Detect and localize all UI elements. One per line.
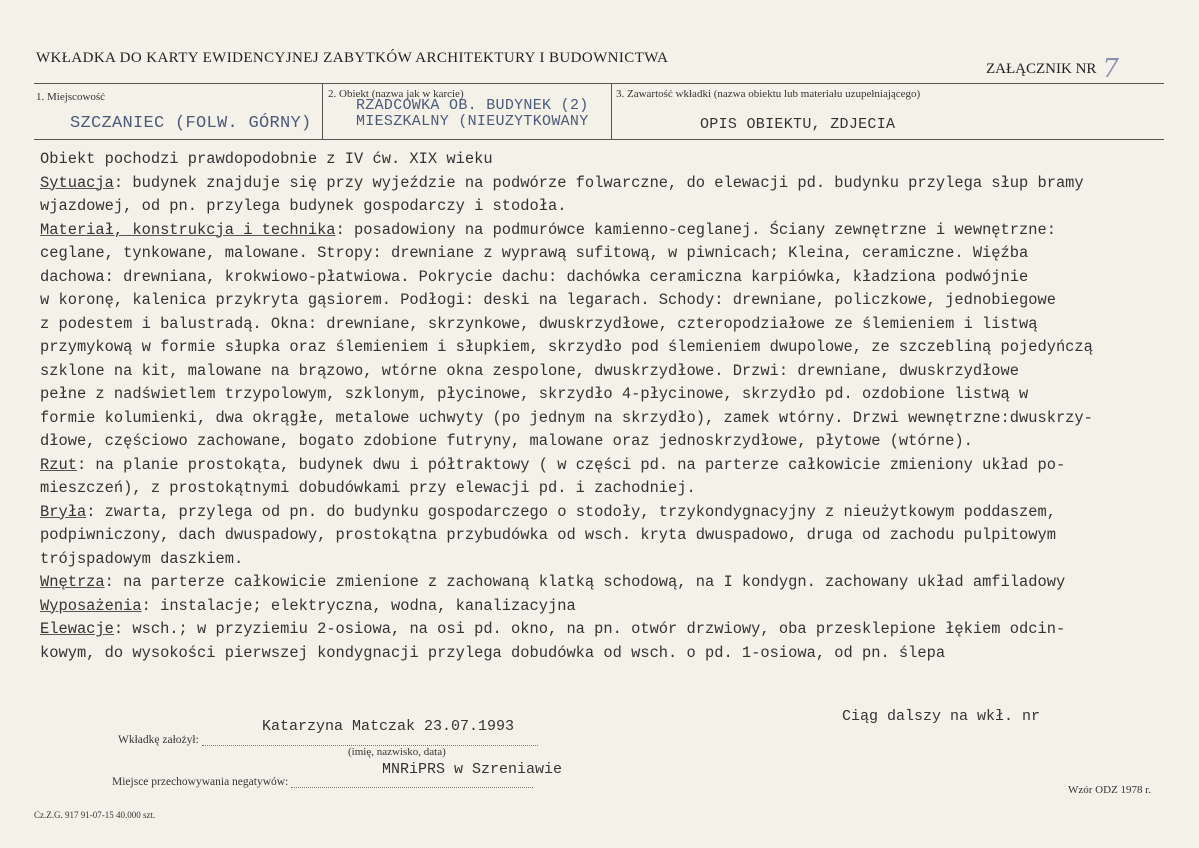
- author-field: [118, 734, 538, 746]
- text-line: mieszczeń), z prostokątnymi dobudówkami przy elewacji pd. i zachodniej.: [40, 479, 696, 497]
- object-value-line1: [356, 97, 589, 114]
- contents-value: OPIS OBIEKTU, ZDJECIA: [700, 116, 896, 133]
- text-span: : posadowiony na podmurówce kamienno-ceglanej. Ściany zewnętrzne i wewnętrzne:: [335, 220, 1056, 239]
- locality-label: 1. Miejscowość: [36, 91, 106, 103]
- text-line: w koronę, kalenica przykryta gąsiorem. Podłogi: deski na legarach. Schody: drewniane, policzkowe, jednobiegowe: [40, 291, 1056, 309]
- contents-label: 3. Zawartość wkładki (nazwa obiektu lub materiału uzupełniającego): [616, 88, 921, 100]
- section-heading-equipment: Wyposażenia: [40, 596, 142, 615]
- text-span: : budynek znajduje się przy wyjeździe na podwórze folwarczne, do elewacji pd. budynku przylega słup bramy: [113, 173, 1084, 192]
- text-line: pełne z nadświetlem trzypolowym, szklonym, płycinowe, skrzydło 4-płycinowe, skrzydło pd. ozdobione listwą w: [40, 385, 1029, 403]
- section-heading-situation: Sytuacja: [40, 173, 114, 192]
- section-heading-elevations: Elewacje: [40, 620, 114, 638]
- object-label: 2. Obiekt (nazwa jak w karcie): [328, 88, 464, 100]
- text-line: [40, 571, 1180, 595]
- object-value-line2: MIESZKALNY (NIEUZYTKOWANY: [356, 113, 589, 130]
- form-mark: Wzór ODZ 1978 r.: [1068, 784, 1152, 796]
- text-span: : instalacje; elektryczna, wodna, kanalizacyjna: [141, 596, 576, 615]
- text-line: [40, 618, 1180, 642]
- negatives-label: Miejsce przechowywania negatywów:: [112, 776, 289, 788]
- text-line: [40, 501, 1180, 525]
- negatives-field: [112, 776, 533, 788]
- field-divider-1: [322, 84, 323, 139]
- description-body: [40, 148, 1180, 665]
- attachment-number: [986, 50, 1119, 84]
- form-title: WKŁADKA DO KARTY EWIDENCYJNEJ ZABYTKÓW ARCHITEKTURY I BUDOWNICTWA: [36, 50, 669, 66]
- text-line: kowym, do wysokości pierwszej kondygnacji przylega dobudówka od wsch. o pd. 1-osiowa, od pn. ślepa: [40, 643, 946, 662]
- object-value-text: RZADCOWKA OB. BUDYNEK (: [356, 97, 570, 114]
- top-rule: [34, 83, 1164, 84]
- text-line: podpiwniczony, dach dwuspadowy, prostokątna przybudówka od wsch. kryta dwuspadowo, druga od zachodu pulpitowym: [40, 526, 1056, 544]
- text-span: : na planie prostokąta, budynek dwu i półtraktowy ( w części pd. na parterze całkowicie zmieniony układ po-: [76, 455, 1066, 474]
- attachment-number-handwritten: 7: [1102, 54, 1119, 84]
- text-line: [40, 595, 1180, 619]
- object-number: 2: [569, 97, 580, 114]
- section-heading-plan: Rzut: [40, 455, 77, 474]
- text-span: : na parterze całkowicie zmienione z zachowaną klatką schodową, na I kondygn. zachowany układ amfiladowy: [104, 573, 1066, 591]
- text-line: Obiekt pochodzi prawdopodobnie z IV ćw. XIX wieku: [40, 150, 493, 168]
- text-line: trójspadowym daszkiem.: [40, 549, 244, 568]
- locality-value: SZCZANIEC (FOLW. GÓRNY): [70, 114, 312, 133]
- author-hint: (imię, nazwisko, data): [348, 746, 446, 758]
- text-line: [40, 219, 1180, 243]
- text-line: formie kolumienki, dwa okrągłe, metalowe uchwyty (po jednym na skrzydło), zamek wtórny. Drzwi wewnętrzne:dwuskrzy-: [40, 408, 1093, 427]
- negatives-value: MNRiPRS w Szreniawie: [382, 761, 563, 778]
- text-line: z podestem i balustradą. Okna: drewniane, skrzynkowe, dwuskrzydłowe, czteropodziałowe ze ślemieniem i listwą: [40, 314, 1038, 333]
- text-line: szklone na kit, malowane na brązowo, wtórne okna zespolone, dwuskrzydłowe. Drzwi: drewniane, dwuskrzydłowe: [40, 361, 1020, 380]
- author-value: Katarzyna Matczak 23.07.1993: [262, 718, 515, 735]
- fields-bottom-rule: [34, 139, 1164, 140]
- section-heading-interiors: Wnętrza: [40, 573, 105, 591]
- attachment-label: ZAŁĄCZNIK NR: [986, 61, 1097, 77]
- author-label: Wkładkę założył:: [118, 734, 199, 746]
- text-line: dachowa: drewniana, krokwiowo-płatwiowa. Pokrycie dachu: dachówka ceramiczna karpiówka, kładziona podwójnie: [40, 267, 1029, 286]
- negatives-dotted-line: [291, 787, 533, 788]
- section-heading-material: Materiał, konstrukcja i technika: [40, 220, 336, 239]
- text-line: przymykową w formie słupka oraz ślemieniem i słupkiem, skrzydło pod ślemieniem dwupolowe, ze szczebliną pojedyńczą: [40, 338, 1093, 356]
- print-mark: Cz.Z.G. 917 91-07-15 40.000 szt.: [34, 810, 156, 820]
- object-paren: ): [579, 97, 589, 114]
- section-heading-form: Bryła: [40, 502, 87, 521]
- field-divider-2: [611, 84, 612, 139]
- text-line: [40, 172, 1180, 196]
- text-line: [40, 454, 1180, 478]
- text-line: ceglane, tynkowane, malowane. Stropy: drewniane z wyprawą sufitową, w piwnicach; Kleina, ceramiczne. Więźba: [40, 244, 1029, 262]
- text-line: dłowe, częściowo zachowane, bogato zdobione futryny, malowane oraz jednoskrzydłowe, płytowe (wtórne).: [40, 432, 973, 450]
- text-span: : zwarta, przylega od pn. do budynku gospodarczego o stodoły, trzykondygnacyjny z nieużytkowym poddaszem,: [86, 502, 1056, 521]
- continuation-note: Ciąg dalszy na wkł. nr: [842, 708, 1041, 725]
- text-line: wjazdowej, od pn. przylega budynek gospodarczy i stodoła.: [40, 197, 567, 215]
- text-span: : wsch.; w przyziemiu 2-osiowa, na osi pd. okno, na pn. otwór drzwiowy, oba przesklepione łękiem odcin-: [113, 620, 1066, 638]
